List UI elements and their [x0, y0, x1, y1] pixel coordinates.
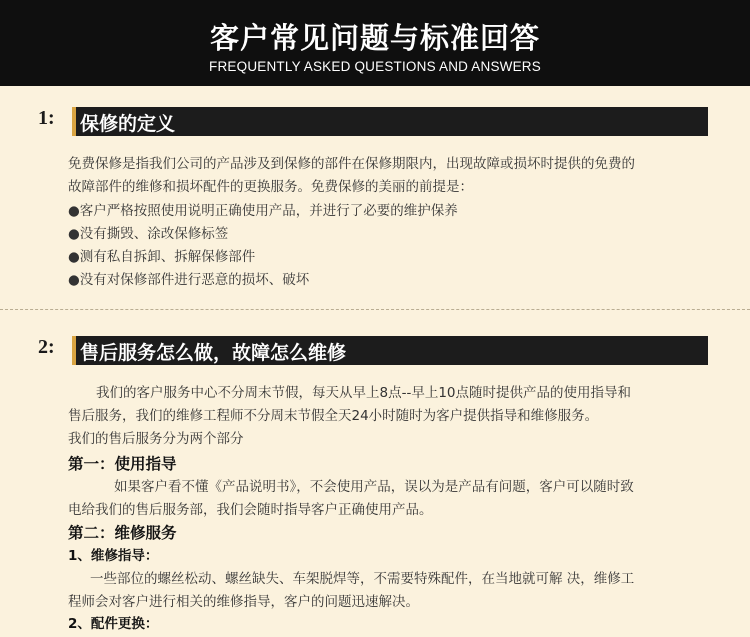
- section-1-title: 保修的定义: [80, 113, 176, 135]
- page-title: 客户常见问题与标准回答: [209, 21, 540, 55]
- part-1-title: 第一：使用指导: [68, 455, 177, 473]
- section-2-accent: [72, 336, 76, 365]
- section-divider: [0, 309, 750, 310]
- bullet-item-2: ●没有撕毁、涂改保修标签: [68, 226, 229, 242]
- item-1-title: 1、维修指导：: [68, 548, 159, 564]
- section-1-bar: [72, 107, 708, 136]
- page-subtitle: FREQUENTLY ASKED QUESTIONS AND ANSWERS: [209, 59, 541, 74]
- section-1-heading: [38, 107, 708, 136]
- bullet-item-3: ●测有私自拆卸、拆解保修部件: [68, 249, 256, 265]
- bullet-item-1: ●客户严格按照使用说明正确使用产品，并进行了必要的维护保养: [68, 203, 458, 219]
- section-2-intro-line-1: 我们的客户服务中心不分周末节假，每天从早上8点--早上10点随时提供产品的使用指导和: [96, 385, 632, 401]
- bullet-item-4: ●没有对保修部件进行恶意的损坏、破坏: [68, 272, 310, 288]
- part-2-title: 第二：维修服务: [68, 524, 177, 542]
- section-1-paragraph-line-2: 故障部件的维修和损坏配件的更换服务。免费保修的美丽的前提是：: [68, 179, 473, 195]
- section-2-bar: [72, 336, 708, 365]
- item-1-line-1: 一些部位的螺丝松动、螺丝缺失、车架脱焊等，不需要特殊配件，在当地就可解 决，维修工: [90, 571, 635, 587]
- part-1-line-1: 如果客户看不懂《产品说明书》，不会使用产品，误以为是产品有问题，客户可以随时致: [114, 479, 634, 495]
- item-1-line-2: 程师会对客户进行相关的维修指导，客户的问题迅速解决。: [68, 594, 419, 610]
- section-2-intro-line-2: 售后服务，我们的维修工程师不分周末节假全天24小时随时为客户提供指导和维修服务。: [68, 408, 599, 424]
- section-2-intro-line-3: 我们的售后服务分为两个部分: [68, 431, 244, 447]
- section-1-number: 1:: [38, 107, 55, 129]
- section-1-paragraph-line-1: 免费保修是指我们公司的产品涉及到保修的部件在保修期限内，出现故障或损坏时提供的免费的: [68, 156, 635, 172]
- section-2-heading: [38, 336, 708, 365]
- part-1-line-2: 电给我们的售后服务部，我们会随时指导客户正确使用产品。: [68, 502, 433, 518]
- page-header: [0, 0, 750, 86]
- section-2-number: 2:: [38, 336, 55, 358]
- item-2-title: 2、配件更换：: [68, 616, 159, 632]
- section-2-title: 售后服务怎么做，故障怎么维修: [80, 342, 347, 364]
- section-1-accent: [72, 107, 76, 136]
